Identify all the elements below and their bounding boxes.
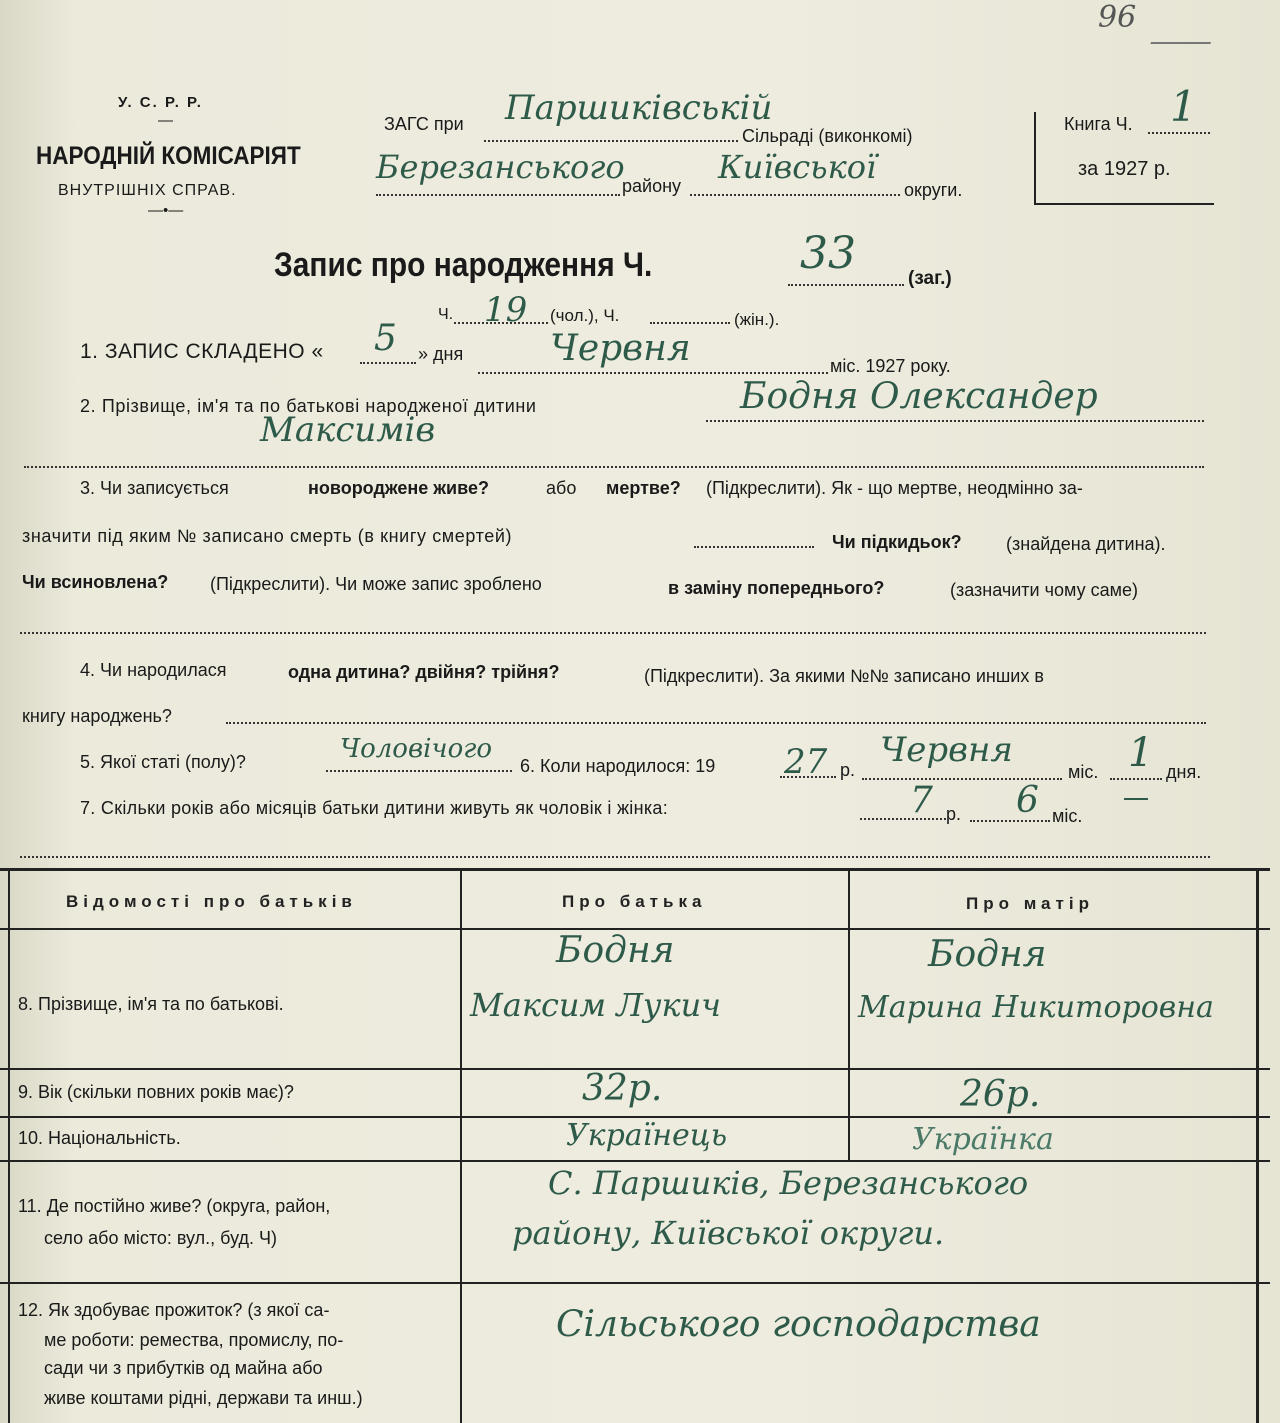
table-top-border (0, 868, 1270, 871)
table-row11-border (0, 1282, 1270, 1284)
q3-l1a: 3. Чи записується (80, 478, 229, 498)
q7-months-line (970, 820, 1050, 822)
q3-l3a: Чи всиновлена? (22, 572, 169, 592)
book-year: за 1927 р. (1078, 158, 1171, 180)
q1-year-label: міс. 1927 року. (830, 356, 951, 376)
q6-day-line (1110, 778, 1162, 780)
q7-months-label: міс. (1052, 806, 1083, 826)
q6-year-line (780, 776, 836, 778)
q6-day-label: дня. (1166, 762, 1202, 782)
q1-month-line (478, 372, 828, 374)
book-box-bottom (1034, 203, 1214, 205)
zags-district-label: району (622, 176, 682, 196)
q3-l1e: (Підкреслити). Як - що мертве, неодмінно за- (706, 478, 1083, 498)
table-col1-border (460, 868, 462, 1423)
table-header-mother: Про матір (966, 894, 1094, 913)
row9-mother: 26р. (960, 1074, 1041, 1115)
q7-label: 7. Скільки років або місяців батьки дитини живуть як чоловік і жінка: (80, 798, 669, 818)
male-label: (чол.), Ч. (550, 306, 620, 325)
zags-district: Березанського (376, 148, 625, 186)
male-count: 19 (484, 290, 528, 330)
q7-blank-line (20, 856, 1210, 858)
zags-prefix: ЗАГС при (384, 114, 464, 134)
table-left-border (8, 868, 10, 1423)
row10-label: 10. Національність. (18, 1128, 181, 1148)
row12-label-line3: сади чи з прибутків од майна або (44, 1358, 323, 1378)
zags-village: Паршиківській (505, 88, 773, 128)
table-col2-border (848, 868, 850, 1162)
table-row10-border (0, 1160, 1270, 1162)
q1-label: 1. ЗАПИС СКЛАДЕНО « (80, 340, 324, 363)
row9-label: 9. Вік (скільки повних років має)? (18, 1082, 294, 1102)
row8-father-surname: Бодня (556, 930, 675, 971)
book-label: Книга Ч. (1064, 114, 1133, 134)
book-number: 1 (1170, 82, 1197, 131)
row11-label-line1: 11. Де постійно живе? (округа, район, (18, 1196, 331, 1216)
q2-answer-line1-rule (706, 420, 1204, 422)
q2-label: 2. Прізвище, ім'я та по батькові народженої дитини (80, 396, 537, 416)
q4-l2a: книгу народжень? (22, 706, 172, 726)
q3-l1b: новороджене живе? (308, 478, 489, 498)
q6-year: 27 (784, 742, 828, 782)
q6-year-label: р. (840, 760, 856, 780)
q3-l3c: в заміну попереднього? (668, 578, 885, 598)
state-label: У. С. Р. Р. (118, 94, 203, 111)
zags-village-line (484, 140, 738, 142)
q1-month: Червня (550, 328, 691, 369)
q3-l2c: (знайдена дитина). (1006, 534, 1166, 554)
q7-years-label: р. (946, 804, 962, 824)
row8-label: 8. Прізвище, ім'я та по батькові. (18, 994, 284, 1014)
q3-l2a: значити під яким № записано смерть (в книгу смертей) (22, 526, 513, 546)
record-title: Запис про народження Ч. (274, 246, 653, 284)
q4-l1b: одна дитина? двійня? трійня? (288, 662, 560, 682)
male-count-line (454, 322, 548, 324)
row11-answer-line2: району, Київської округи. (512, 1214, 945, 1252)
record-number-line (788, 284, 904, 286)
q7-months: 6 (1016, 780, 1039, 821)
table-header-info: Відомості про батьків (66, 892, 357, 911)
zags-okruga: Київської (718, 148, 877, 186)
q5-line (326, 770, 512, 772)
table-right-border (1256, 868, 1259, 1423)
q5-answer: Чоловічого (340, 734, 493, 764)
q7-years-line (860, 818, 946, 820)
q3-l3d: (зазначити чому саме) (950, 580, 1138, 600)
row9-father: 32р. (582, 1068, 663, 1109)
q3-blank-line (20, 632, 1206, 634)
row12-label-line1: 12. Як здобуває прожиток? (з якої са- (18, 1300, 330, 1320)
row10-father: Українець (566, 1118, 728, 1153)
row11-label-line2: село або місто: вул., буд. Ч) (44, 1228, 277, 1248)
record-number: 33 (800, 228, 856, 279)
ch-label: Ч. (438, 306, 454, 323)
row10-mother: Українка (912, 1122, 1054, 1157)
q6-month-label: міс. (1068, 762, 1099, 782)
q3-l2-line (694, 546, 814, 548)
female-count-line (650, 322, 730, 324)
ministry-title: НАРОДНІЙ КОМІСАРІЯТ (36, 142, 301, 170)
q2-answer-line2-rule (24, 466, 1204, 468)
record-suffix: (заг.) (908, 268, 952, 289)
book-number-line (1148, 132, 1210, 134)
row12-label-line4: живе коштами рідні, держави та инш.) (44, 1388, 363, 1408)
book-box-left (1034, 112, 1036, 204)
q6-day: 1 (1128, 730, 1154, 776)
q2-answer-line2: Максимів (260, 410, 436, 450)
row12-answer: Сільського господарства (556, 1304, 1041, 1345)
row8-father-name: Максим Лукич (470, 986, 722, 1024)
header-dash: — (158, 112, 173, 129)
q3-l2b: Чи підкидьок? (832, 532, 962, 552)
row8-mother-surname: Бодня (928, 934, 1047, 975)
ministry-subtitle: ВНУТРІШНІХ СПРАВ. (58, 182, 237, 199)
row12-label-line2: ме роботи: ремества, промислу, по- (44, 1330, 344, 1350)
q3-l3b: (Підкреслити). Чи може запис зроблено (210, 574, 542, 594)
q1-day-line (360, 362, 416, 364)
zags-village-suffix: Сільраді (виконкомі) (742, 126, 913, 146)
q3-l1d: мертве? (606, 478, 681, 498)
q7-years: 7 (910, 780, 933, 821)
q3-l1c: або (546, 478, 577, 498)
zags-okruga-line (690, 194, 900, 196)
female-label: (жін.). (734, 310, 780, 329)
q5-label: 5. Якої статі (полу)? (80, 752, 246, 772)
q6-label: 6. Коли народилося: 19 (520, 756, 716, 776)
row11-answer-line1: С. Паршиків, Березанського (548, 1164, 1029, 1202)
q1-day-label: » дня (418, 344, 464, 364)
zags-okruga-label: округи. (904, 180, 963, 200)
q6-month: Червня (880, 730, 1013, 770)
q4-l1a: 4. Чи народилася (80, 660, 227, 680)
q4-line (226, 722, 1206, 724)
corner-note: 96 (1098, 0, 1137, 35)
header-dash2: —•— (148, 202, 184, 219)
zags-district-line (376, 194, 620, 196)
table-header-father: Про батька (562, 892, 707, 911)
q7-dash-mark (1124, 798, 1148, 800)
corner-scribble (1150, 2, 1225, 44)
q1-day: 5 (374, 318, 397, 359)
q2-answer-line1: Бодня Олександер (740, 376, 1098, 417)
row8-mother-name: Марина Никиторовна (858, 990, 1214, 1025)
q4-l1c: (Підкреслити). За якими №№ записано инших в (644, 666, 1044, 686)
